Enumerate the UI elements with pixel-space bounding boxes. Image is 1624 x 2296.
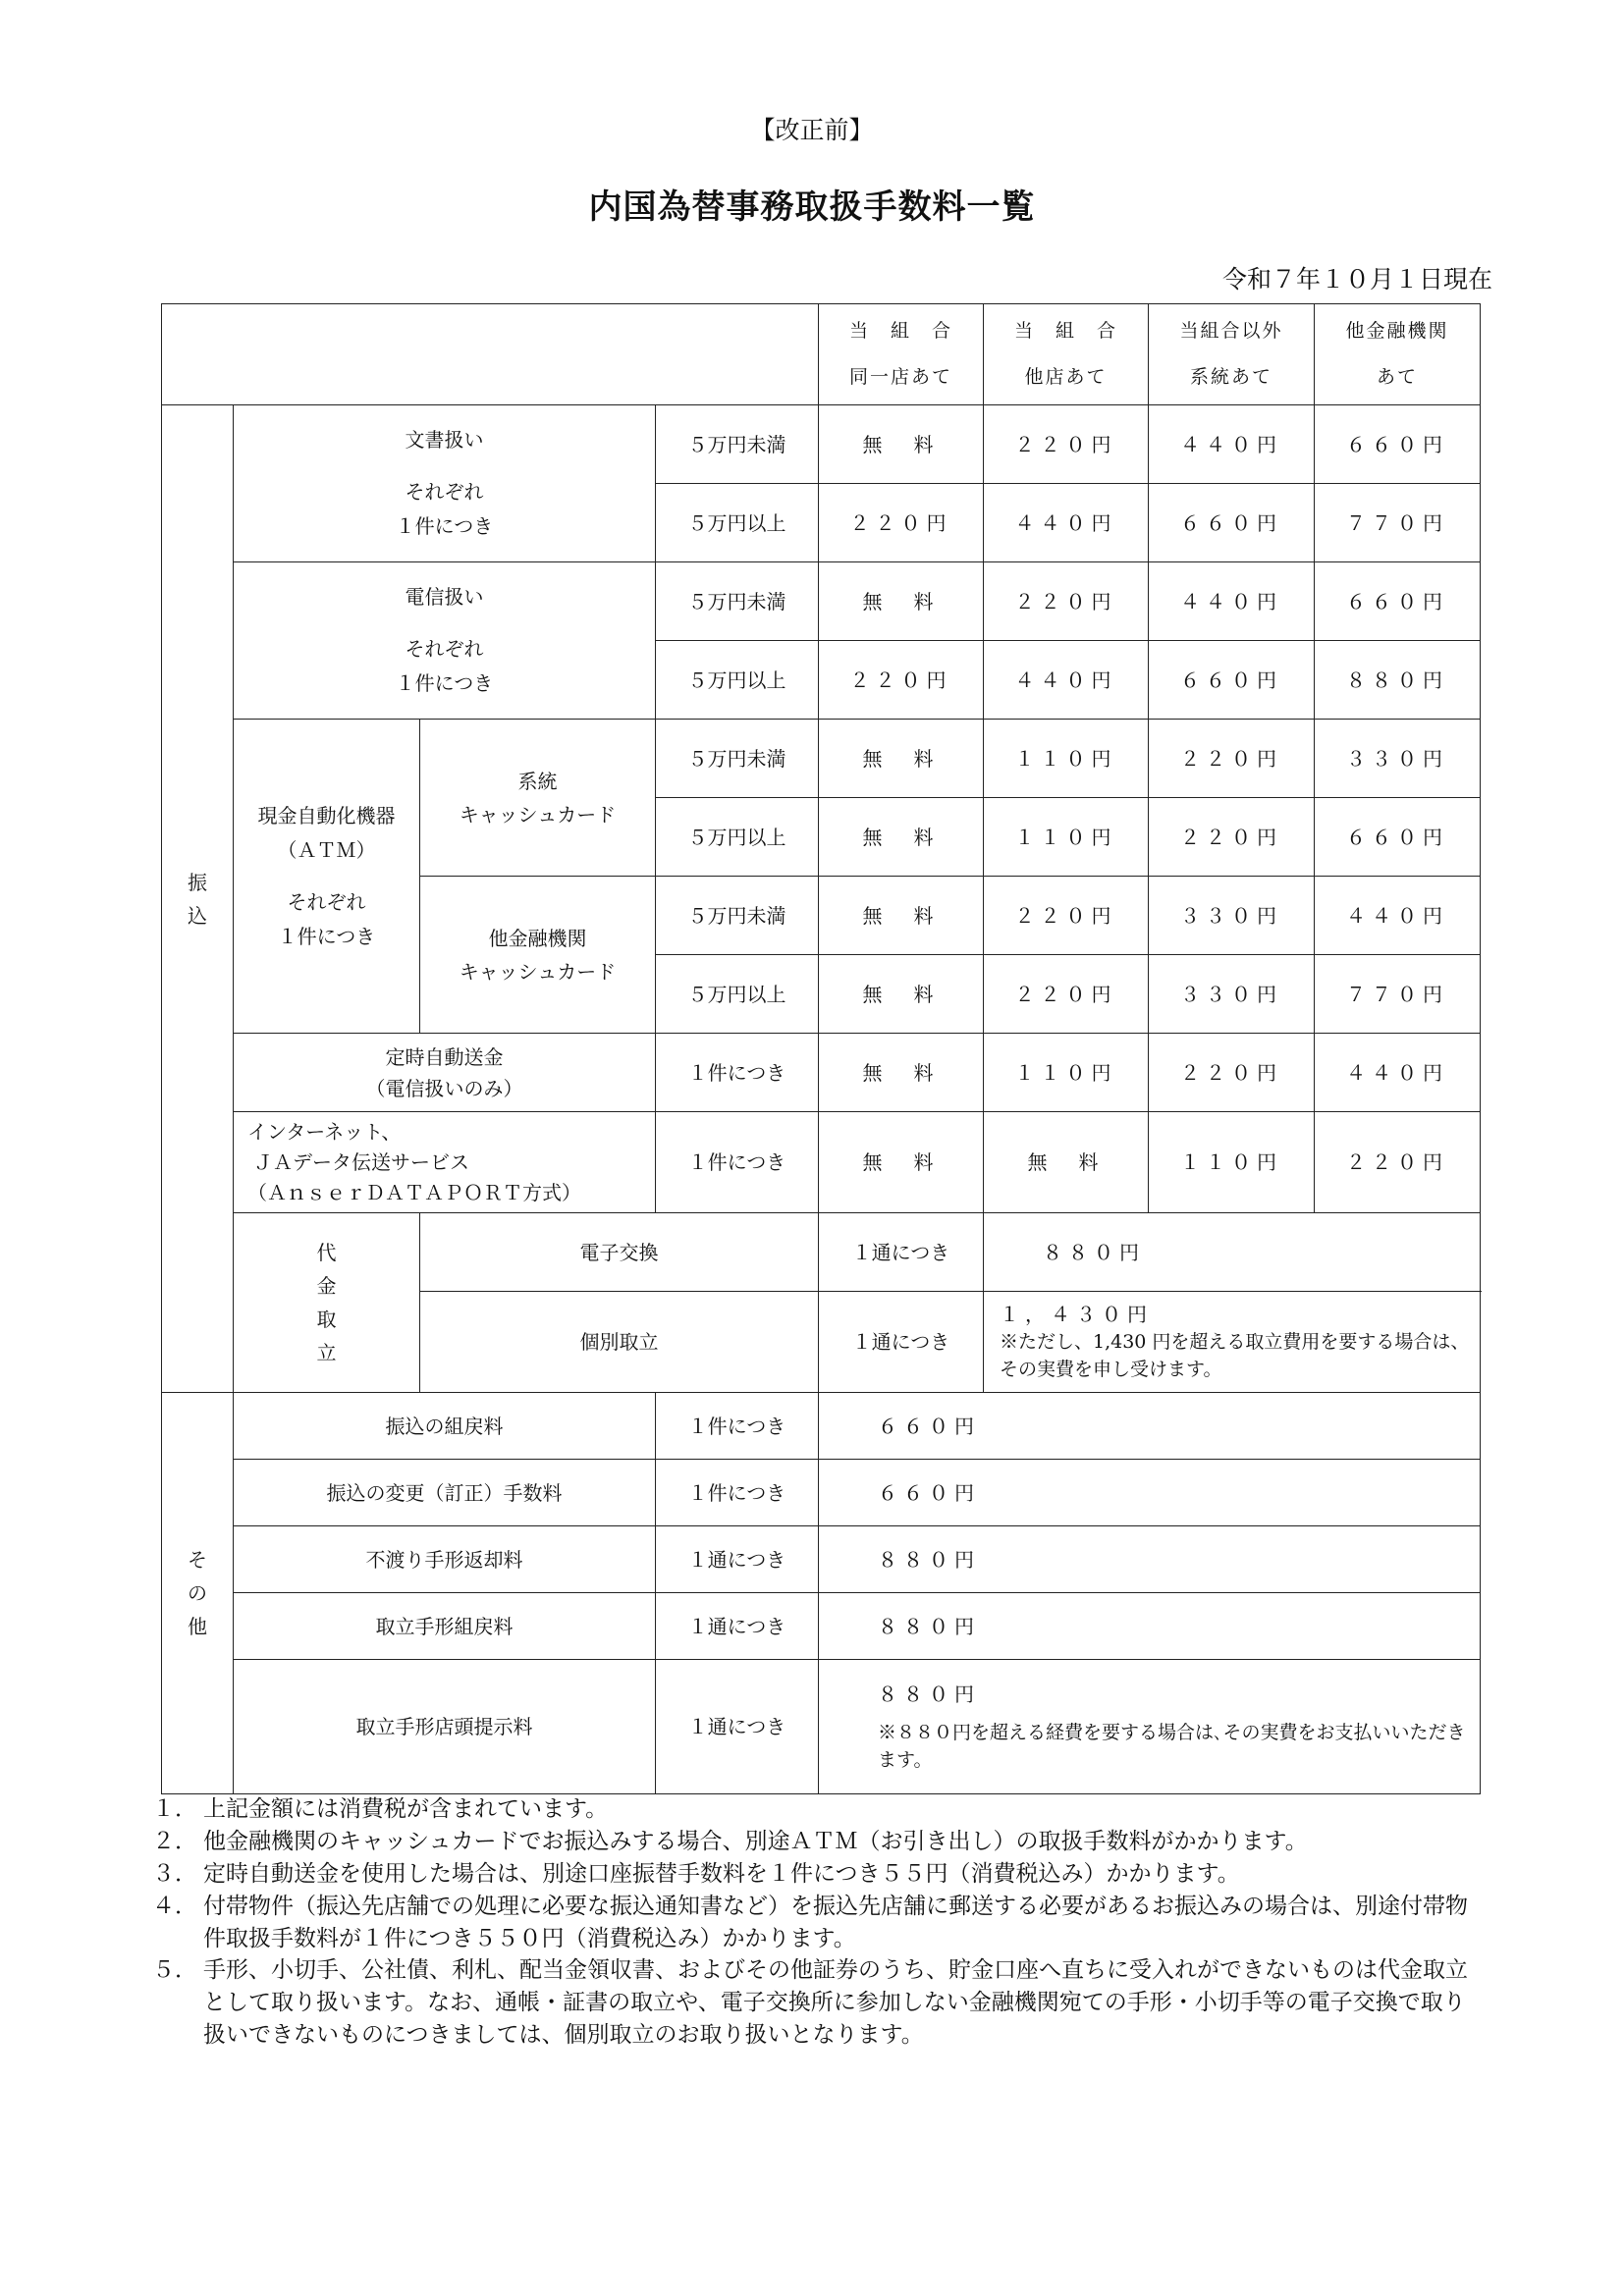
- fee-cell-tentou: [819, 1660, 1481, 1794]
- table-row: [162, 1393, 1481, 1460]
- condition-cell: ５万円以上: [656, 484, 819, 562]
- row-label-teiji: 定時自動送金 （電信扱いのみ）: [234, 1034, 656, 1112]
- footnote-item: ３． 定時自動送金を使用した場合は、別途口座振替手数料を１件につき５５円（消費税込み）かかります。: [152, 1860, 1240, 1887]
- fee-cell: ６６０円: [1315, 562, 1481, 641]
- condition-cell: １件につき: [656, 1460, 819, 1526]
- table-row: [162, 1660, 1481, 1794]
- footnote-item: １． 上記金額には消費税が含まれています。: [152, 1796, 609, 1822]
- section-label-furikomi: 振込: [162, 405, 234, 1393]
- fee-cell: 無 料: [819, 405, 984, 484]
- condition-cell: ５万円未満: [656, 405, 819, 484]
- fee-value: １，４３０円: [1000, 1302, 1153, 1326]
- fee-cell: 無 料: [819, 1034, 984, 1112]
- table-header-row: [162, 304, 1481, 405]
- row-label-denshin: 電信扱い それぞれ １件につき: [234, 562, 656, 720]
- row-label-denshi: 電子交換: [420, 1213, 819, 1292]
- fee-cell: 無 料: [819, 798, 984, 877]
- fee-cell: ２２０円: [984, 562, 1149, 641]
- table-row: [162, 1213, 1481, 1292]
- row-label-kobetsu: 個別取立: [420, 1292, 819, 1393]
- footnotes: [152, 1793, 1488, 2052]
- fee-cell: １１０円: [984, 720, 1149, 798]
- condition-cell: １件につき: [656, 1393, 819, 1460]
- fee-cell: ２２０円: [984, 405, 1149, 484]
- table-row: [162, 720, 1481, 798]
- fee-cell: ２２０円: [819, 641, 984, 720]
- fee-cell: ６６０円: [819, 1393, 1481, 1460]
- fee-cell: ６６０円: [819, 1460, 1481, 1526]
- row-label-internet: インターネット、 ＪＡデータ伝送サービス （ＡｎｓｅｒＤＡＴＡＰＯＲＴ方式）: [234, 1112, 656, 1213]
- fee-cell: ８８０円: [1315, 641, 1481, 720]
- fee-cell: ６６０円: [1315, 405, 1481, 484]
- footnote-item: ４． 付帯物件（振込先店舗での処理に必要な振込通知書など）を振込先店舗に郵送する必要があるお振込みの場合は、別途付帯物件取扱手数料が１件につき５５０円（消費税込み）かかります。: [152, 1893, 1468, 1951]
- fee-cell: 無 料: [819, 1112, 984, 1213]
- fee-cell-kobetsu: [984, 1292, 1481, 1393]
- fee-value: ８８０円: [878, 1682, 980, 1706]
- revision-note: 【改正前】: [750, 116, 874, 144]
- fee-cell: ３３０円: [1149, 877, 1315, 955]
- table-row: [162, 1593, 1481, 1660]
- fee-cell: 無 料: [819, 720, 984, 798]
- row-label-kumimodoshi: 振込の組戻料: [234, 1393, 656, 1460]
- condition-cell: ５万円未満: [656, 877, 819, 955]
- fee-cell: ６６０円: [1149, 641, 1315, 720]
- table-row: [162, 1112, 1481, 1213]
- footnote-item: ２． 他金融機関のキャッシュカードでお振込みする場合、別途ＡＴＭ（お引き出し）の取扱手数料がかかります。: [152, 1828, 1308, 1854]
- row-label-bunsho: 文書扱い それぞれ １件につき: [234, 405, 656, 562]
- fee-note: ※８８０円を超える経費を要する場合は､その実費をお支払いいただきます。: [878, 1721, 1466, 1771]
- header-blank-cell: [162, 304, 819, 405]
- table-row: [162, 1034, 1481, 1112]
- condition-cell: ５万円未満: [656, 720, 819, 798]
- fee-table: [161, 303, 1481, 1794]
- page-title: 内国為替事務取扱手数料一覧: [588, 187, 1036, 227]
- row-label-atm: 現金自動化機器 （ＡＴＭ） それぞれ １件につき: [234, 720, 420, 1034]
- table-row: [162, 1526, 1481, 1593]
- fee-cell: ４４０円: [984, 484, 1149, 562]
- fee-cell: ４４０円: [1315, 877, 1481, 955]
- fee-cell: １１０円: [984, 798, 1149, 877]
- fee-cell: ２２０円: [1149, 798, 1315, 877]
- fee-cell: ７７０円: [1315, 955, 1481, 1034]
- fee-cell: ４４０円: [1149, 405, 1315, 484]
- fee-cell: ２２０円: [819, 484, 984, 562]
- condition-cell: ５万円未満: [656, 562, 819, 641]
- condition-cell: １件につき: [656, 1112, 819, 1213]
- condition-cell: １件につき: [656, 1034, 819, 1112]
- fee-cell: ３３０円: [1149, 955, 1315, 1034]
- fee-cell: ８８０円: [984, 1213, 1481, 1292]
- col-header-keitou: 当組合以外 系統あて: [1149, 304, 1315, 405]
- fee-cell: 無 料: [819, 955, 984, 1034]
- row-label-fuwatari: 不渡り手形返却料: [234, 1526, 656, 1593]
- condition-cell: ５万円以上: [656, 798, 819, 877]
- fee-cell: ２２０円: [1149, 1034, 1315, 1112]
- row-label-other-bank-card: 他金融機関 キャッシュカード: [420, 877, 656, 1034]
- condition-cell: １通につき: [819, 1213, 984, 1292]
- fee-cell: ４４０円: [984, 641, 1149, 720]
- fee-cell: ６６０円: [1149, 484, 1315, 562]
- table-row: [162, 1460, 1481, 1526]
- fee-cell: ７７０円: [1315, 484, 1481, 562]
- section-label-daikin: 代金取立: [234, 1213, 420, 1393]
- fee-cell: 無 料: [819, 562, 984, 641]
- col-header-other-branch: 当 組 合 他店あて: [984, 304, 1149, 405]
- condition-cell: １通につき: [819, 1292, 984, 1393]
- fee-cell: ４４０円: [1315, 1034, 1481, 1112]
- fee-cell: ６６０円: [1315, 798, 1481, 877]
- fee-cell: 無 料: [819, 877, 984, 955]
- fee-cell: １１０円: [1149, 1112, 1315, 1213]
- condition-cell: １通につき: [656, 1593, 819, 1660]
- fee-cell: ２２０円: [984, 955, 1149, 1034]
- fee-cell: ２２０円: [1149, 720, 1315, 798]
- col-header-other-bank: 他金融機関 あて: [1315, 304, 1481, 405]
- row-label-toritate-modoshi: 取立手形組戻料: [234, 1593, 656, 1660]
- col-header-same-branch: 当 組 合 同一店あて: [819, 304, 984, 405]
- fee-cell: ４４０円: [1149, 562, 1315, 641]
- effective-date: 令和７年１０月１日現在: [1221, 265, 1492, 294]
- row-label-henkou: 振込の変更（訂正）手数料: [234, 1460, 656, 1526]
- section-label-sonota: その他: [162, 1393, 234, 1794]
- fee-cell: １１０円: [984, 1034, 1149, 1112]
- row-label-keitou-card: 系統 キャッシュカード: [420, 720, 656, 877]
- table-row: [162, 405, 1481, 484]
- fee-cell: ３３０円: [1315, 720, 1481, 798]
- condition-cell: ５万円以上: [656, 641, 819, 720]
- condition-cell: １通につき: [656, 1526, 819, 1593]
- fee-cell: ８８０円: [819, 1526, 1481, 1593]
- fee-cell: ２２０円: [984, 877, 1149, 955]
- footnote-item: ５． 手形、小切手、公社債、利札、配当金領収書、およびその他証券のうち、貯金口座へ直ちに受入れができないものは代金取立として取り扱います。なお、通帳・証書の取立や、電子交換所に参加しない金融機関宛ての手形・小切手等の電子交換で取り扱いできないものにつきましては、個別取立のお取り扱いとなります。: [152, 1957, 1468, 2049]
- fee-note: ※ただし、1,430 円を超える取立費用を要する場合は、その実費を申し受けます。: [1000, 1330, 1470, 1380]
- condition-cell: ５万円以上: [656, 955, 819, 1034]
- fee-cell: ２２０円: [1315, 1112, 1481, 1213]
- table-row: [162, 562, 1481, 641]
- condition-cell: １通につき: [656, 1660, 819, 1794]
- row-label-tentou: 取立手形店頭提示料: [234, 1660, 656, 1794]
- fee-cell: 無 料: [984, 1112, 1149, 1213]
- fee-cell: ８８０円: [819, 1593, 1481, 1660]
